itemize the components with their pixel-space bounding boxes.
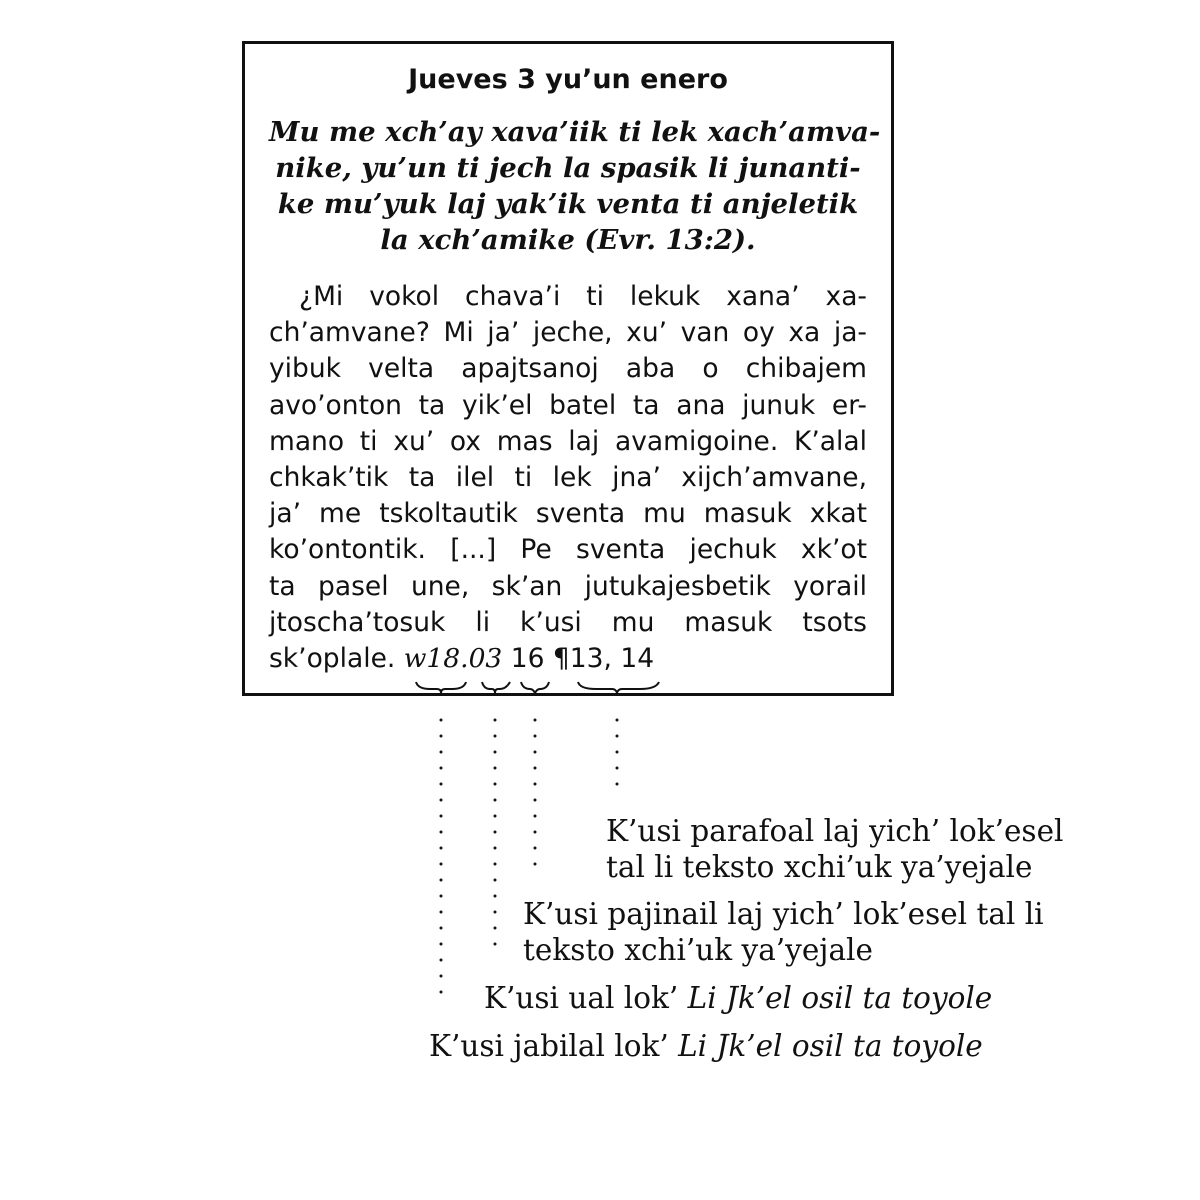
verse-line: Mu me xch’ay xava’iik ti lek xach’amva- bbox=[269, 116, 881, 148]
reference-page: 16 bbox=[510, 643, 545, 675]
reference-publication: w18.03 bbox=[403, 643, 503, 675]
paragraph-line: ch’amvane? Mi ja’ jeche, xu’ van oy xa ja- bbox=[269, 317, 867, 349]
verse-line: la xch’amike (Evr. 13:2). bbox=[380, 224, 756, 256]
label-page: K’usi pajinail laj yich’ lok’esel tal li teksto xchi’uk ya’yejale bbox=[523, 897, 1044, 967]
paragraph-line: ta pasel une, sk’an jutukajesbetik yorail bbox=[269, 570, 867, 602]
paragraph-line: yibuk velta apajtsanoj aba o chibajem bbox=[269, 353, 867, 385]
paragraph-line: ko’ontontik. [...] Pe sventa jechuk xk’ot bbox=[269, 534, 867, 566]
verse-line: ke mu’yuk laj yak’ik venta ti anjeletik bbox=[277, 188, 859, 220]
brace-paragraphs bbox=[578, 682, 659, 693]
paragraph-line: mano ti xu’ ox mas laj avamigoine. K’alal bbox=[269, 425, 867, 457]
paragraph-line: jtoscha’tosuk li k’usi mu masuk tsots bbox=[269, 606, 867, 638]
brace-issue bbox=[482, 682, 510, 693]
paragraph-line: chkak’tik ta ilel ti lek jna’ xijch’amvane, bbox=[269, 462, 867, 494]
brace-year bbox=[416, 682, 466, 693]
label-paragraphs: K’usi parafoal laj yich’ lok’esel tal li teksto xchi’uk ya’yejale bbox=[606, 814, 1064, 884]
paragraph-line: ja’ me tskoltautik sventa mu masuk xkat bbox=[269, 498, 867, 530]
reference-paragraphs: ¶13, 14 bbox=[552, 643, 655, 675]
paragraph-line: ¿Mi vokol chava’i ti lekuk xana’ xa- bbox=[299, 281, 867, 312]
brace-page bbox=[521, 682, 549, 693]
date-heading: Jueves 3 yu’un enero bbox=[408, 64, 728, 95]
verse-line: nike, yu’un ti jech la spasik li junanti- bbox=[275, 152, 861, 184]
last-line-prefix: sk’oplale. bbox=[269, 643, 396, 675]
label-issue: K’usi ual lok’ Li Jk’el osil ta toyole bbox=[484, 981, 993, 1015]
paragraph-line: avo’onton ta yik’el batel ta ana junuk er- bbox=[269, 389, 867, 421]
label-year: K’usi jabilal lok’ Li Jk’el osil ta toyole bbox=[429, 1029, 983, 1063]
